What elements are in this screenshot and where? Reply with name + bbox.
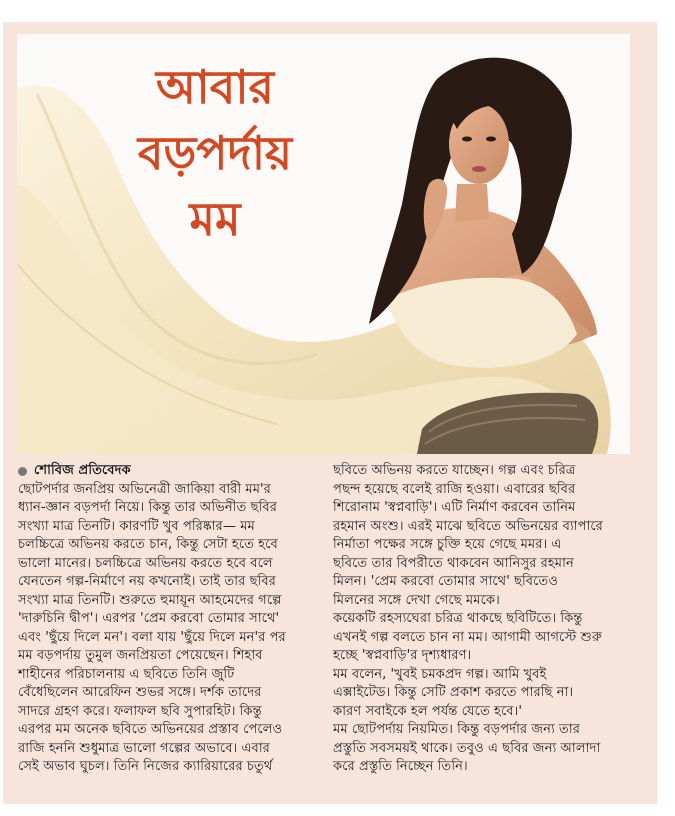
text-line: পছন্দ হয়েছে বলেই রাজি হওয়া। এবারের ছবির [333,481,576,497]
text-line: যেনতেন গল্প-নির্মাণে নয় কখনোই। তাই তার ছবির [18,574,276,589]
text-line: ভালো মানের। চলচ্চিত্রে অভিনয় করতে হবে বলে [18,555,273,571]
byline [18,462,318,481]
text-line: ধ্যান-জ্ঞান বড়পর্দা নিয়ে। কিন্তু তার অভিনীত ছবির [18,500,278,515]
text-line: মম বড়পর্দায় তুমুল জনপ্রিয়তা পেয়েছেন। শিহাব [18,648,263,663]
text-line: রহমান অংশু। এরই মাঝে ছবিতে অভিনয়ের ব্যাপারে [333,518,603,534]
text-line: বেঁধেছিলেন আরেফিন শুভর সঙ্গে। দর্শক তাদের [18,685,262,700]
text-line: সংখ্যা মাত্র তিনটি। শুরুতে হুমায়ূন আহমেদের গল্পে [18,592,282,608]
text-line: নির্মাতা পক্ষের সঙ্গে চুক্তি হয়ে গেছে মমর। এ [333,537,562,552]
text-line: চলচ্চিত্রে অভিনয় করতে চান, কিন্তু সেটা হতে হবে [18,537,278,552]
text-line: কারণ সবাইকে হল পর্যন্ত যেতে হবে।' [333,703,522,719]
text-line: মিলনের সঙ্গে দেখা গেছে মমকে। [333,592,500,608]
text-line: রাজি হননি শুধুমাত্র ভালো গল্পের অভাবে। এবার [18,740,270,756]
headline-line-2: বড়পর্দায় [137,126,293,180]
article-photo [17,34,630,454]
text-line: শিরোনাম 'স্বপ্নবাড়ি'। এটি নির্মাণ করবেন তানিম [333,500,576,515]
text-line: এক্সাইটেড। কিন্তু সেটি প্রকাশ করতে পারছি না। [333,685,574,700]
text-line: মম বলেন, 'খুবই চমকপ্রদ গল্প। আমি খুবই [333,666,547,682]
article-column-right [333,462,631,777]
text-line: কয়েকটি রহস্যঘেরা চরিত্র থাকছে ছবিটিতে। কিন্তু [333,611,583,626]
text-line: সাদরে গ্রহণ করে। ফলাফল ছবি সুপারহিট। কিন্তু [18,703,262,719]
text-line: সেই অভাব ঘুচল। তিনি নিজের ক্যারিয়ারের চতুর্থ [18,759,273,774]
text-line: ছবিতে তার বিপরীতে থাকবেন আনিসুর রহমান [333,555,574,571]
headline-line-1: আবার [156,60,274,114]
text-line: করে প্রস্তুতি নিচ্ছেন তিনি। [333,759,468,774]
byline-text: শোবিজ প্রতিবেদক [34,463,131,478]
text-line: হচ্ছে 'স্বপ্নবাড়ি'র দৃশ্যধারণ। [333,648,472,663]
text-line: সংখ্যা মাত্র তিনটি। কারণটি খুব পরিষ্কার— মম [18,518,255,534]
text-line: 'দারুচিনি দ্বীপ'। এরপর 'প্রেম করবো তোমার সাথে' [18,611,280,626]
headline [110,54,320,252]
text-line: এবং 'ছুঁয়ে দিলে মন'। বলা যায় 'ছুঁয়ে দিলে মন'র পর [18,629,286,645]
text-line: প্রস্তুতি সবসময়ই থাকে। তবুও এ ছবির জন্য আলাদা [333,740,601,756]
headline-line-3: মম [189,192,241,246]
text-line: ছবিতে অভিনয় করতে যাচ্ছেন। গল্প এবং চরিত্র [333,463,576,478]
bullet-icon [18,467,27,476]
actress-photo-illustration [17,34,630,454]
text-line: মিলন। 'প্রেম করবো তোমার সাথে' ছবিতেও [333,574,559,589]
article-column-left [18,462,318,777]
text-line: শাহীনের পরিচালনায় এ ছবিতে তিনি জুটি [18,666,235,682]
text-line: মম ছোটপর্দায় নিয়মিত। কিন্তু বড়পর্দার জন্য তার [333,722,581,737]
text-line: ছোটপর্দার জনপ্রিয় অভিনেত্রী জাকিয়া বারী মম'র [18,481,271,497]
text-line: এরপর মম অনেক ছবিতে অভিনয়ের প্রস্তাব পেলেও [18,722,283,737]
text-line: এখনই গল্প বলতে চান না মম। আগামী আগস্টে শুরু [333,629,602,645]
